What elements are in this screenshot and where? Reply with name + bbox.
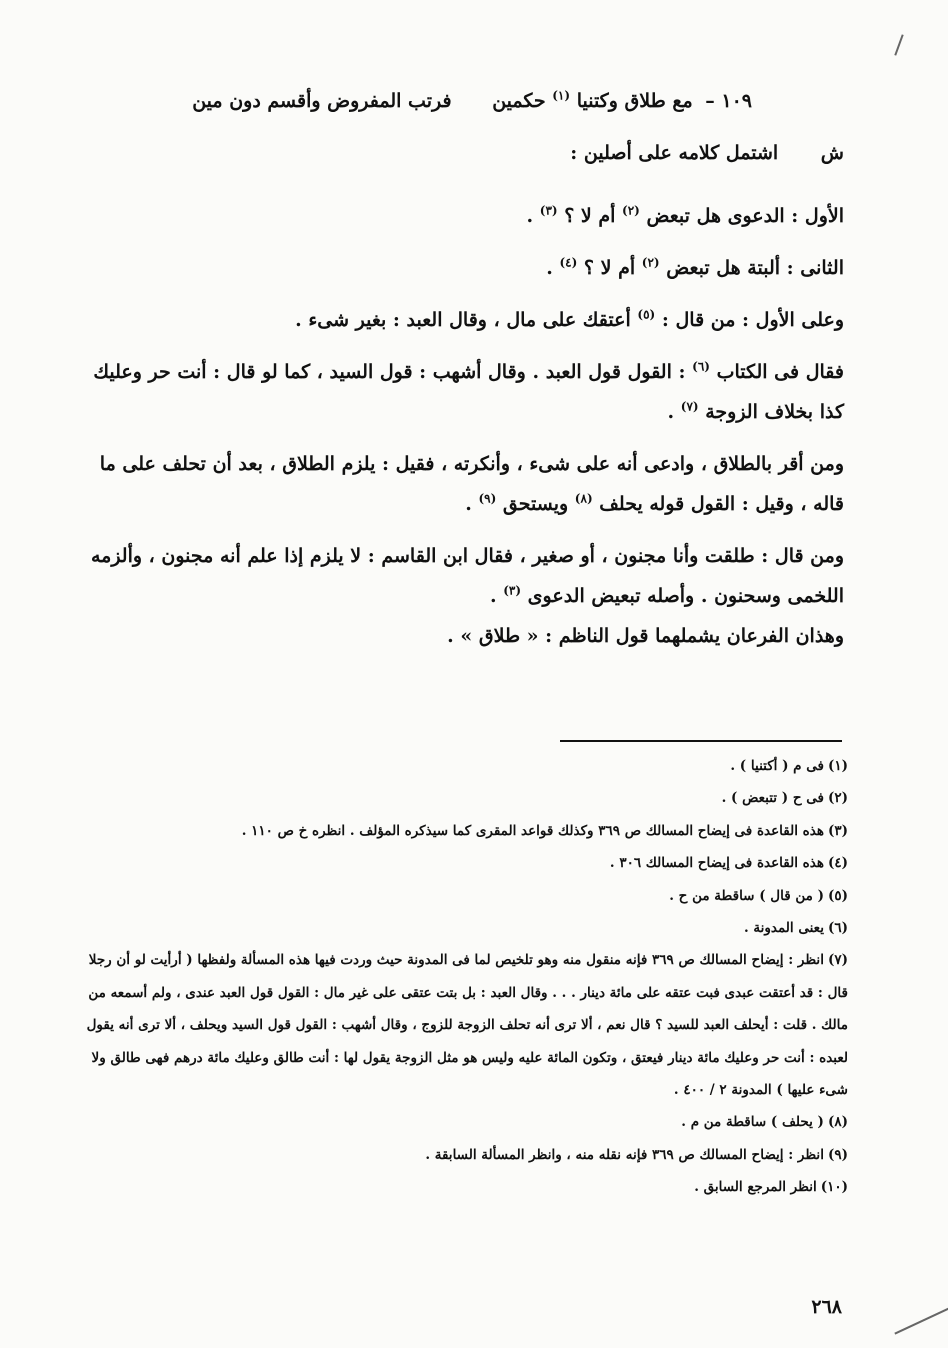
spacer — [84, 236, 844, 248]
footnote-number: (٢) — [827, 790, 848, 807]
paragraph-insanity-claim — [84, 536, 844, 616]
verse-hemistich-1-end: حكمين — [492, 90, 546, 112]
paragraph-first-principle — [84, 196, 844, 236]
paragraph-kitab — [84, 352, 844, 432]
text: : القول قول العبد . وقال أشهب : قول السيد ، كما لو قال : أنت حر وعليك كذا بخلاف الزوجة — [93, 361, 844, 423]
footnote-text: هذه القاعدة فى إيضاح المسالك ص ٣٦٩ وكذلك قواعد المقرى كما سيذكره المؤلف . انظره خ ص ١١٠ . — [241, 822, 824, 839]
footnote-number: (١٠) — [820, 1179, 848, 1196]
verse-number: ١٠٩ – — [705, 90, 752, 112]
footnote-ref[interactable]: (٩) — [478, 491, 497, 506]
footnote-number: (٩) — [827, 1146, 848, 1163]
footnotes — [78, 750, 848, 1204]
footnote-ref[interactable]: (٤) — [559, 255, 578, 270]
footnote-number: (٤) — [827, 855, 848, 872]
footnote-ref[interactable]: (٣) — [503, 583, 522, 598]
footnote-2 — [78, 782, 848, 814]
footnote-text: انظر : إيضاح المسالك ص ٣٦٩ فإنه منقول منه وهو تلخيص لما فى المدونة حيث وردت فيها هذه المسألة ولفظها ( أرأيت لو أن رجلا قال : قد أعتقت عبدى فبت عتقه على مائة دينار . . . وقال العبد : بل بتت عتقى على غير مال : القول قول العبد عندى ، ولم أسمعه من مالك . قلت : أيحلف العبد للسيد ؟ قال نعم ، ألا ترى أنه تحلف الزوجة للزوج ، وقال أشهب : القول قول السيد ويحلف ، ألا ترى أنه يقول لعبده : أنت حر وعليك مائة دينار فيعتق ، وتكون المائة عليه وليس هو مثل الزوجة يقول لها : أنت طالق وعليك مائة درهم فهى طالق ولا شىء عليها ) المدونة ٢ / ٤٠٠ . — [86, 952, 848, 1099]
text: . — [667, 401, 675, 423]
text: . — [489, 585, 497, 607]
spacer — [84, 524, 844, 536]
footnote-number: (٥) — [827, 887, 848, 904]
footnote-text: ( من قال ) ساقطة من ح . — [669, 887, 824, 904]
footnote-number: (٦) — [827, 920, 848, 937]
commentary-marker: ش — [820, 142, 844, 164]
footnote-3 — [78, 815, 848, 847]
spacer — [84, 340, 844, 352]
text: . — [465, 493, 472, 515]
footnote-8 — [78, 1106, 848, 1138]
verse-hemistich-2: فرتب المفروض وأقسم دون مين — [192, 90, 452, 112]
footnote-10 — [78, 1171, 848, 1203]
footnote-1 — [78, 750, 848, 782]
footnote-number: (٧) — [827, 952, 848, 969]
verse-hemistich-1: مع طلاق وكتنيا — [576, 90, 693, 112]
footnote-separator — [560, 740, 842, 742]
paragraph-divorce-claim — [84, 444, 844, 524]
footnote-number: (٨) — [827, 1114, 848, 1131]
spacer — [84, 432, 844, 444]
pen-mark — [894, 34, 903, 55]
text: وعلى الأول : من قال : — [661, 309, 844, 331]
footnote-number: (١) — [827, 758, 848, 774]
footnote-ref[interactable]: (٥) — [637, 307, 656, 322]
commentary-intro — [144, 136, 844, 170]
footnote-text: فى ح ( تتبعض ) . — [721, 790, 824, 807]
text: أعتقك على مال ، وقال العبد : بغير شىء . — [295, 309, 631, 331]
footnote-ref[interactable]: (٢) — [641, 255, 660, 270]
footnote-7 — [78, 944, 848, 1106]
footnote-text: انظر : إيضاح المسالك ص ٣٦٩ فإنه نقله منه ، وانظر المسألة السابقة . — [425, 1146, 824, 1163]
verse-line — [152, 84, 752, 118]
text: ويستحق — [502, 493, 569, 515]
footnote-ref[interactable]: (٦) — [692, 359, 710, 374]
footnote-text: انظر المرجع السابق . — [694, 1179, 817, 1196]
footnote-number: (٣) — [827, 822, 848, 839]
paragraph-conclusion: وهذان الفرعان يشملهما قول الناظم : « طلاق » . — [447, 625, 844, 647]
footnote-ref[interactable]: (١) — [552, 88, 571, 103]
footnote-ref[interactable]: (٢) — [622, 203, 640, 218]
paragraph-second-principle — [84, 248, 844, 288]
text: فقال فى الكتاب — [716, 361, 844, 383]
footnote-text: يعنى المدونة . — [743, 920, 824, 937]
commentary-intro-text: اشتمل كلامه على أصلين : — [570, 142, 779, 164]
footnote-ref[interactable]: (٨) — [574, 491, 593, 506]
footnote-text: ( يحلف ) ساقطة من م . — [681, 1114, 824, 1131]
footnote-text: فى م ( أكتنيا ) . — [730, 758, 824, 774]
text: ومن أقر بالطلاق ، وادعى أنه على شىء ، وأنكرته ، فقيل : يلزم الطلاق ، بعد أن تحلف على ما قاله ، وقيل : القول قوله يحلف — [99, 453, 844, 515]
footnote-text: هذه القاعدة فى إيضاح المسالك ٣٠٦ . — [609, 855, 824, 872]
pen-mark — [894, 1307, 948, 1334]
text: . — [526, 205, 534, 227]
paragraph-example — [84, 300, 844, 340]
text: أم لا ؟ — [583, 257, 636, 279]
footnote-ref[interactable]: (٣) — [539, 203, 558, 218]
commentary-body — [84, 196, 844, 656]
text: . — [546, 257, 553, 279]
footnote-ref[interactable]: (٧) — [680, 399, 699, 414]
text: الأول : الدعوى هل تبعض — [646, 205, 844, 227]
footnote-9 — [78, 1139, 848, 1171]
text: ومن قال : طلقت وأنا مجنون ، أو صغير ، فقال ابن القاسم : لا يلزم إذا علم أنه مجنون ، وألزمه اللخمى وسحنون . وأصله تبعيض الدعوى — [90, 545, 844, 607]
footnote-6 — [78, 912, 848, 944]
footnote-4 — [78, 847, 848, 879]
page-number: ٢٦٨ — [811, 1296, 842, 1318]
text: أم لا ؟ — [564, 205, 616, 227]
spacer — [84, 288, 844, 300]
footnote-5 — [78, 880, 848, 912]
text: الثانى : ألبتة هل تبعض — [666, 257, 844, 279]
